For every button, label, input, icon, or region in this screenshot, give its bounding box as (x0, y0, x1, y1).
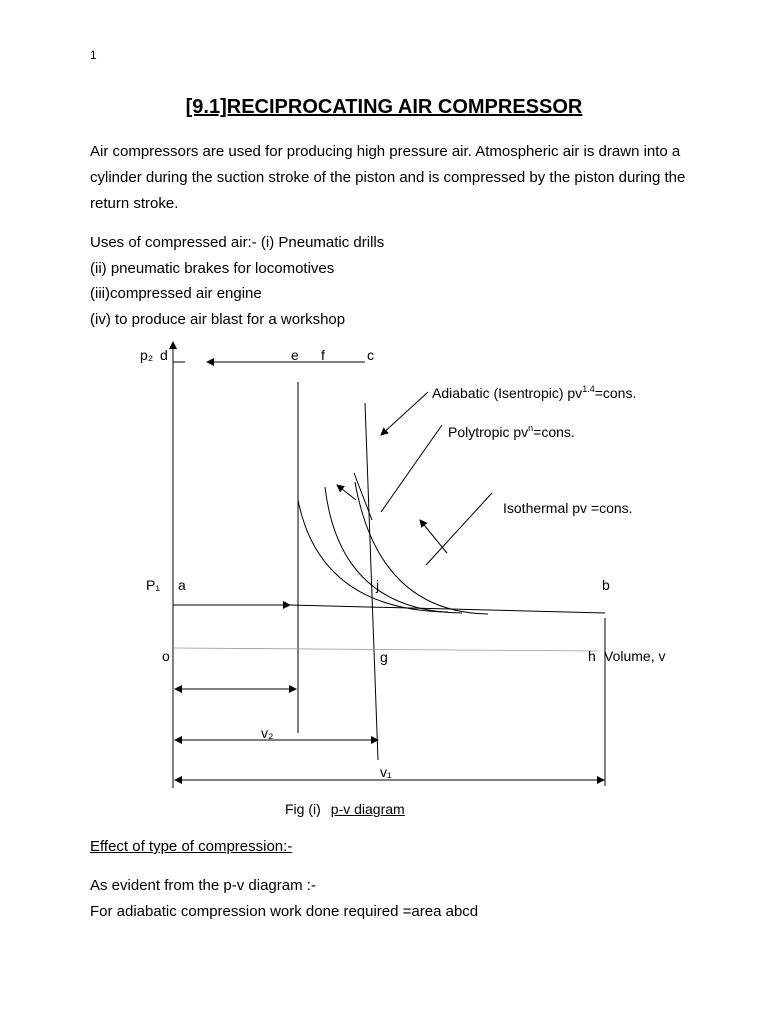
figure-caption (285, 801, 405, 817)
isothermal-pointer (426, 493, 492, 565)
label-h: h (588, 648, 596, 664)
tick-arrow-mid (354, 473, 372, 520)
isothermal-tick-arrow (420, 520, 447, 553)
caption-prefix: Fig (i) (285, 801, 321, 817)
body-line: As evident from the p-v diagram :- (90, 877, 316, 894)
label-d: d (160, 347, 168, 363)
adiabatic-label: Adiabatic (Isentropic) $pv^{1.4}=cons$. (432, 384, 637, 401)
label-g: g (380, 649, 388, 665)
label-c: c (367, 347, 374, 363)
intro-paragraph: Air compressors are used for producing high pressure air. Atmospheric air is drawn into a cylinder during the suction stroke of the piston and is compressed by the piston during the return stroke. (90, 143, 686, 212)
adiabatic-curve (298, 500, 448, 612)
caption-text: p-v diagram (330, 801, 405, 817)
label-j: j (376, 577, 380, 593)
uses-item: (iv) to produce air blast for a workshop (90, 310, 346, 328)
section-heading: Effect of type of compression:- (90, 838, 293, 855)
isothermal-label: Isothermal pv =cons. (503, 500, 633, 516)
label-o: o (162, 648, 170, 664)
uses-item: Uses of compressed air:- (i) Pneumatic drills (90, 234, 385, 251)
uses-list (90, 230, 384, 332)
label-b: b (602, 577, 610, 593)
label-p1: P₁ (146, 577, 161, 593)
label-p2: p₂ (140, 347, 154, 363)
polytropic-label: Polytropic $pv^n=cons$. (448, 423, 575, 440)
pv-diagram (0, 325, 768, 795)
uses-item: (iii)compressed air engine (90, 285, 262, 302)
label-v1: v₁ (380, 764, 392, 780)
body-line: For adiabatic compression work done required =area abcd (90, 903, 479, 920)
uses-item: (ii) pneumatic brakes for locomotives (90, 259, 335, 277)
label-v2: v₂ (261, 725, 274, 741)
polytropic-curve (325, 487, 462, 613)
label-a: a (178, 577, 186, 593)
isothermal-curve (355, 482, 488, 614)
page-number: 1 (90, 48, 97, 62)
page-title: [9.1]RECIPROCATING AIR COMPRESSOR (185, 96, 583, 118)
label-volume: Volume, v (604, 648, 666, 664)
tick-arrow-left (337, 485, 356, 500)
polytropic-pointer (381, 425, 442, 512)
label-e: e (291, 347, 299, 363)
label-f: f (321, 347, 325, 363)
adiabatic-pointer (381, 392, 428, 435)
